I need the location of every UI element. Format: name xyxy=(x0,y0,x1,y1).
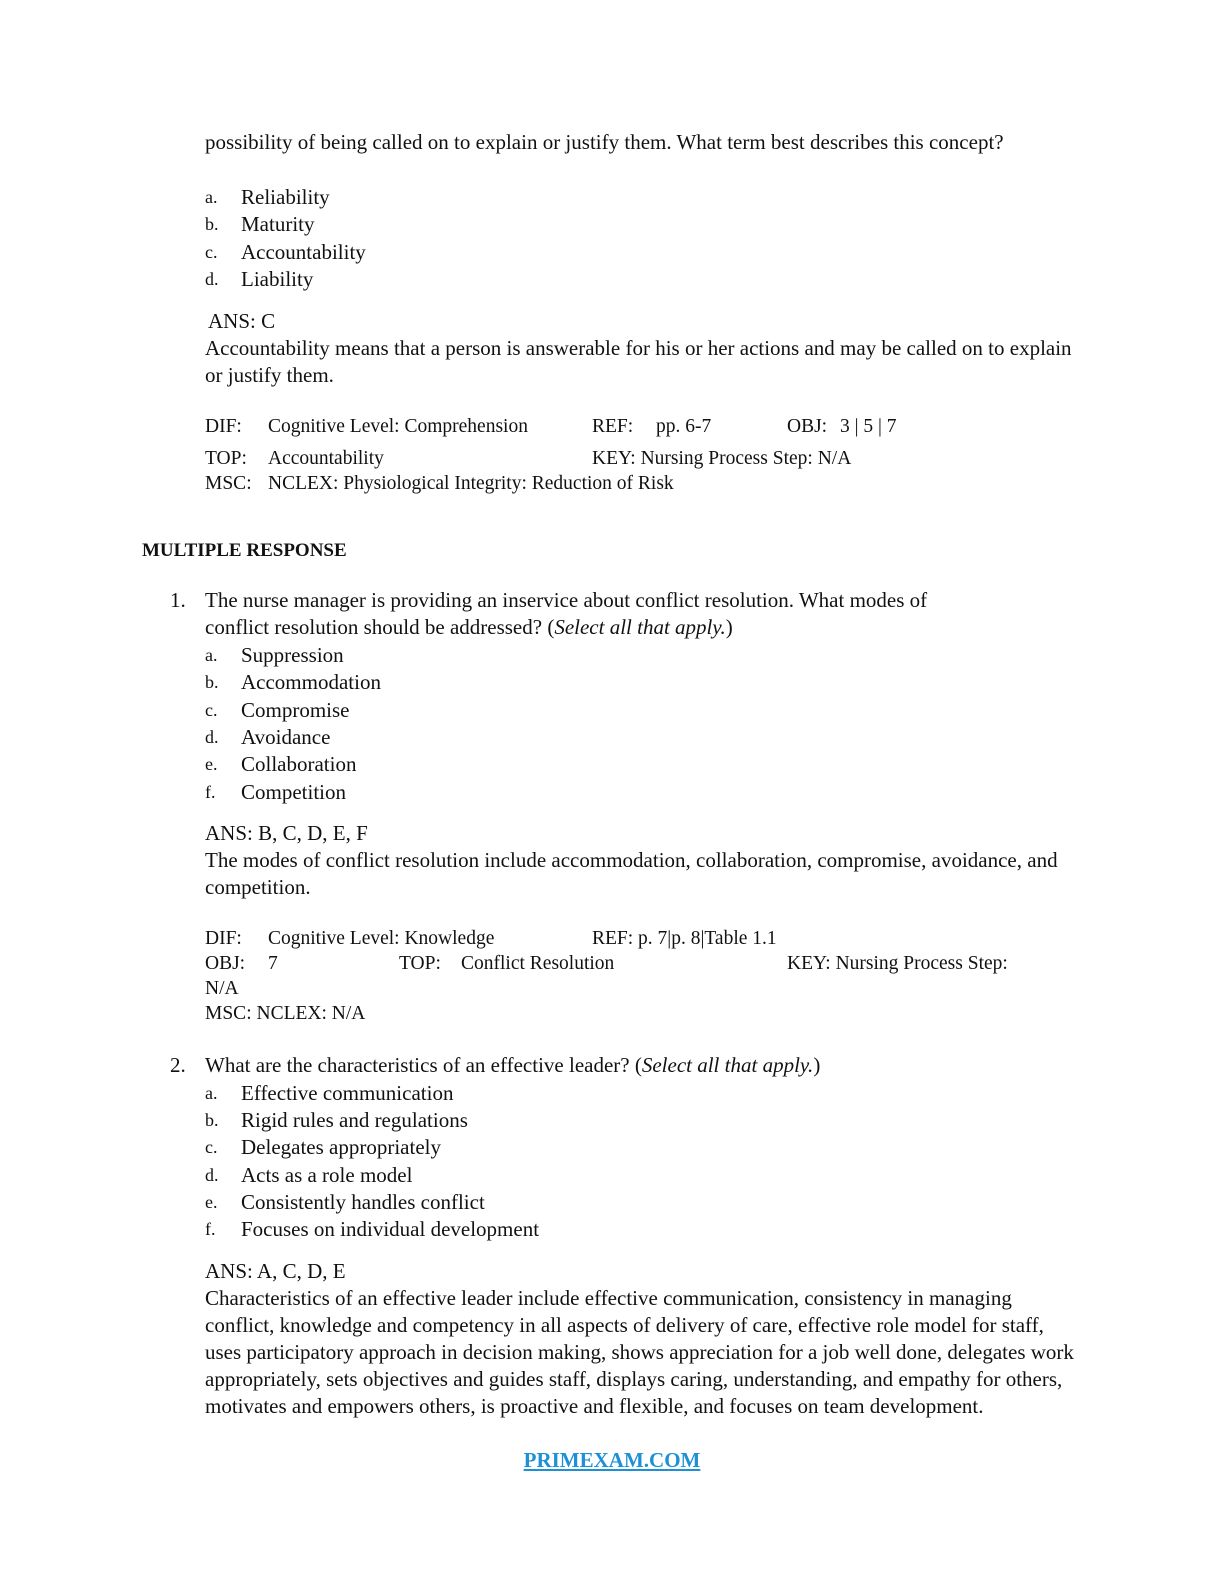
answer-key: ANS: B, C, D, E, F xyxy=(205,821,368,845)
option-letter: a. xyxy=(205,187,218,207)
option-letter: e. xyxy=(205,1192,218,1212)
top-value: Conflict Resolution xyxy=(461,953,615,974)
question-stem-continued: possibility of being called on to explain or justify them. What term best describes this concept? xyxy=(205,130,1004,154)
option-letter: f. xyxy=(205,1219,216,1239)
question-stem: The nurse manager is providing an inservice about conflict resolution. What modes of xyxy=(205,588,928,612)
question-number: 1. xyxy=(170,588,186,612)
option-letter: c. xyxy=(205,1137,218,1157)
key-text: KEY: Nursing Process Step: N/A xyxy=(592,448,852,469)
option-letter: c. xyxy=(205,242,218,262)
option-letter: e. xyxy=(205,754,218,774)
answer-key: ANS: A, C, D, E xyxy=(205,1259,346,1283)
option-text: Focuses on individual development xyxy=(241,1217,540,1241)
option-text: Compromise xyxy=(241,698,350,722)
obj-value: 3 | 5 | 7 xyxy=(840,416,897,437)
option-text: Effective communication xyxy=(241,1081,454,1105)
dif-value: Cognitive Level: Knowledge xyxy=(268,928,495,949)
option-text: Delegates appropriately xyxy=(241,1135,441,1159)
key-text: KEY: Nursing Process Step: xyxy=(787,953,1008,974)
option-text: Accountability xyxy=(241,240,366,264)
option-letter: d. xyxy=(205,727,219,747)
obj-label: OBJ: xyxy=(205,953,246,974)
option-letter: b. xyxy=(205,1110,219,1130)
option-text: Rigid rules and regulations xyxy=(241,1108,468,1132)
option-text: Accommodation xyxy=(241,670,381,694)
option-text: Consistently handles conflict xyxy=(241,1190,485,1214)
option-letter: f. xyxy=(205,782,216,802)
option-letter: a. xyxy=(205,1083,218,1103)
rationale-text: Characteristics of an effective leader include effective communication, consistency in managing conflict, knowledge and competency in all aspects of delivery of care, effective role model for staff, uses participatory approach in decision making, shows appreciation for a job well done, delegates work appropriately, sets objectives and guides staff, displays caring, understanding, and empathy for others, motivates and empowers others, is proactive and flexible, and focuses on team development. xyxy=(205,1286,1074,1418)
option-text: Liability xyxy=(241,267,314,291)
option-letter: b. xyxy=(205,214,219,234)
dif-label: DIF: xyxy=(205,928,242,949)
answer-key: ANS: C xyxy=(208,309,276,333)
rationale-text: Accountability means that a person is answerable for his or her actions and may be called on to explain or justify them. xyxy=(205,336,1072,387)
rationale-text: The modes of conflict resolution include accommodation, collaboration, compromise, avoidance, and competition. xyxy=(205,848,1058,899)
option-text: Reliability xyxy=(241,185,330,209)
obj-label: OBJ: xyxy=(787,416,828,437)
option-text: Acts as a role model xyxy=(241,1163,413,1187)
dif-value: Cognitive Level: Comprehension xyxy=(268,416,528,437)
option-text: Collaboration xyxy=(241,752,357,776)
section-heading: MULTIPLE RESPONSE xyxy=(142,540,347,561)
key-text-continued: N/A xyxy=(205,978,239,999)
option-text: Maturity xyxy=(241,212,315,236)
obj-value: 7 xyxy=(268,953,278,974)
footer-link[interactable]: PRIMEXAM.COM xyxy=(523,1448,701,1472)
msc-value: NCLEX: Physiological Integrity: Reduction of Risk xyxy=(268,473,674,494)
option-text: Suppression xyxy=(241,643,344,667)
msc-label: MSC: xyxy=(205,473,252,494)
ref-label: REF: xyxy=(592,416,634,437)
dif-label: DIF: xyxy=(205,416,242,437)
option-letter: d. xyxy=(205,269,219,289)
top-label: TOP: xyxy=(205,448,247,469)
question-number: 2. xyxy=(170,1053,186,1077)
ref-text: REF: p. 7|p. 8|Table 1.1 xyxy=(592,928,777,949)
question-stem-line2: conflict resolution should be addressed? (Select all that apply.) xyxy=(205,615,733,639)
option-letter: b. xyxy=(205,672,219,692)
option-text: Avoidance xyxy=(241,725,331,749)
option-letter: c. xyxy=(205,700,218,720)
question-stem: What are the characteristics of an effective leader? (Select all that apply.) xyxy=(205,1053,821,1077)
option-letter: a. xyxy=(205,645,218,665)
msc-text: MSC: NCLEX: N/A xyxy=(205,1003,366,1024)
top-value: Accountability xyxy=(268,448,384,469)
ref-value: pp. 6-7 xyxy=(656,416,712,437)
top-label: TOP: xyxy=(399,953,441,974)
option-text: Competition xyxy=(241,780,346,804)
option-letter: d. xyxy=(205,1165,219,1185)
